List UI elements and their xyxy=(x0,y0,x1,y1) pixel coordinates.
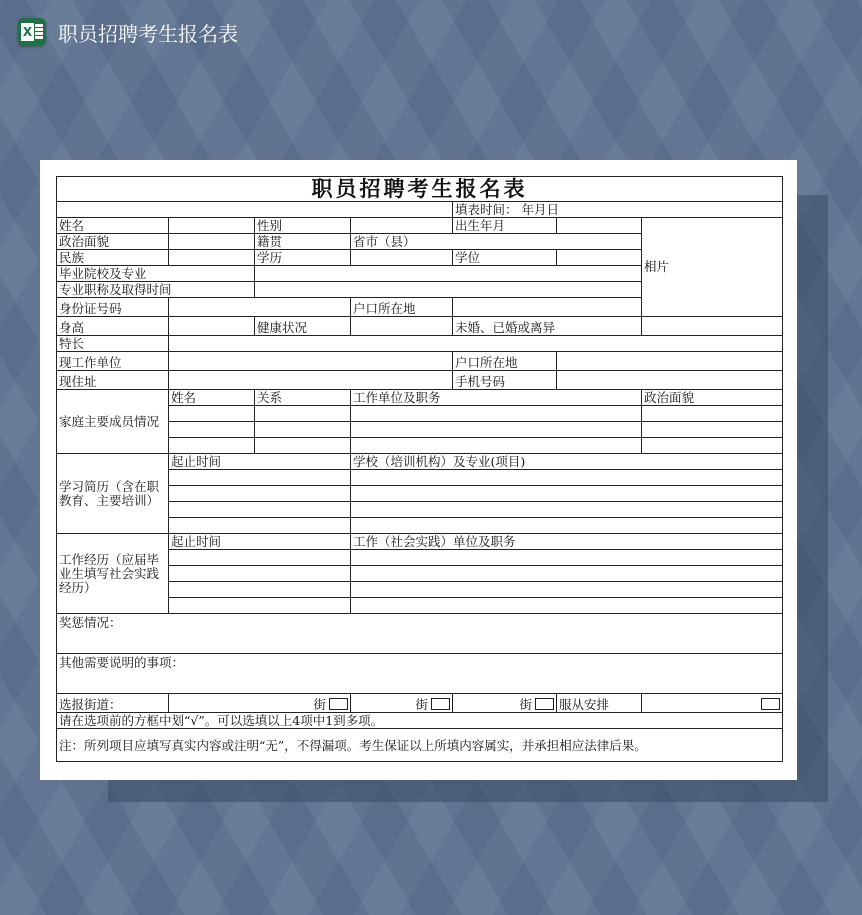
photo-cell[interactable]: 相片 xyxy=(642,218,783,317)
name-field[interactable] xyxy=(169,218,255,234)
hukou2-label: 户口所在地 xyxy=(453,352,557,371)
family-cell[interactable] xyxy=(351,422,642,438)
name-label: 姓名 xyxy=(57,218,169,234)
phone-label: 手机号码 xyxy=(453,371,557,390)
work-cell[interactable] xyxy=(351,582,783,598)
id-field[interactable] xyxy=(169,298,351,317)
family-cell[interactable] xyxy=(255,422,351,438)
study-label: 学习简历（含在职教育、主要培训） xyxy=(57,454,169,534)
current-unit-label: 现工作单位 xyxy=(57,352,169,371)
other-field[interactable]: 其他需要说明的事项： xyxy=(57,654,783,694)
registration-form-table xyxy=(56,176,783,762)
street-1-checkbox[interactable] xyxy=(329,698,348,710)
hukou-label: 户口所在地 xyxy=(351,298,453,317)
study-time-header: 起止时间 xyxy=(169,454,351,470)
work-cell[interactable] xyxy=(169,598,351,614)
awards-field[interactable]: 奖惩情况： xyxy=(57,614,783,654)
height-label: 身高 xyxy=(57,317,169,336)
school-field[interactable] xyxy=(255,266,642,282)
work-cell[interactable] xyxy=(169,550,351,566)
address-field[interactable] xyxy=(169,371,453,390)
obey-option[interactable] xyxy=(642,694,783,713)
id-label: 身份证号码 xyxy=(57,298,169,317)
work-cell[interactable] xyxy=(351,598,783,614)
form-sheet xyxy=(40,160,797,780)
ethnic-field[interactable] xyxy=(169,250,255,266)
study-cell[interactable] xyxy=(169,518,351,534)
current-unit-field[interactable] xyxy=(169,352,453,371)
family-cell[interactable] xyxy=(255,438,351,454)
family-cell[interactable] xyxy=(169,406,255,422)
obey-label: 服从安排 xyxy=(557,694,642,713)
school-label: 毕业院校及专业 xyxy=(57,266,255,282)
family-label: 家庭主要成员情况 xyxy=(57,390,169,454)
street-option-2-label: 街 xyxy=(415,697,428,712)
street-option-2[interactable] xyxy=(351,694,453,713)
education-field[interactable] xyxy=(351,250,453,266)
birth-field[interactable] xyxy=(557,218,642,234)
excel-icon: X xyxy=(18,18,46,46)
study-cell[interactable] xyxy=(351,502,783,518)
education-label: 学历 xyxy=(255,250,351,266)
family-name-header: 姓名 xyxy=(169,390,255,406)
degree-label: 学位 xyxy=(453,250,557,266)
ethnic-label: 民族 xyxy=(57,250,169,266)
study-cell[interactable] xyxy=(351,486,783,502)
study-cell[interactable] xyxy=(351,470,783,486)
hukou-field[interactable] xyxy=(453,298,642,317)
degree-field[interactable] xyxy=(557,250,642,266)
title-time-field[interactable] xyxy=(255,282,642,298)
health-field[interactable] xyxy=(351,317,453,336)
height-field[interactable] xyxy=(169,317,255,336)
origin-label: 籍贯 xyxy=(255,234,351,250)
street-2-checkbox[interactable] xyxy=(431,698,450,710)
family-political-header: 政治面貌 xyxy=(642,390,783,406)
family-cell[interactable] xyxy=(642,406,783,422)
study-cell[interactable] xyxy=(351,518,783,534)
family-cell[interactable] xyxy=(351,406,642,422)
family-cell[interactable] xyxy=(642,422,783,438)
work-cell[interactable] xyxy=(351,550,783,566)
study-cell[interactable] xyxy=(169,486,351,502)
work-cell[interactable] xyxy=(169,582,351,598)
fill-time: 填表时间： 年月日 xyxy=(453,202,783,218)
family-relation-header: 关系 xyxy=(255,390,351,406)
work-cell[interactable] xyxy=(169,566,351,582)
study-cell[interactable] xyxy=(169,502,351,518)
street-option-3-label: 街 xyxy=(519,697,532,712)
app-header xyxy=(18,14,238,50)
work-unit-header: 工作（社会实践）单位及职务 xyxy=(351,534,783,550)
street-option-1[interactable] xyxy=(169,694,351,713)
family-cell[interactable] xyxy=(351,438,642,454)
study-cell[interactable] xyxy=(169,470,351,486)
gender-field[interactable] xyxy=(351,218,453,234)
marital-extra[interactable] xyxy=(642,317,783,336)
family-work-header: 工作单位及职务 xyxy=(351,390,642,406)
street-3-checkbox[interactable] xyxy=(535,698,554,710)
study-school-header: 学校（培训机构）及专业(项目) xyxy=(351,454,783,470)
family-cell[interactable] xyxy=(169,422,255,438)
political-label: 政治面貌 xyxy=(57,234,169,250)
work-time-header: 起止时间 xyxy=(169,534,351,550)
political-field[interactable] xyxy=(169,234,255,250)
specialty-field[interactable] xyxy=(169,336,783,352)
instruction-text: 请在选项前的方框中划“√”。可以选填以上4项中1到多项。 xyxy=(57,713,783,729)
family-cell[interactable] xyxy=(169,438,255,454)
family-cell[interactable] xyxy=(255,406,351,422)
work-cell[interactable] xyxy=(351,566,783,582)
birth-label: 出生年月 xyxy=(453,218,557,234)
family-cell[interactable] xyxy=(642,438,783,454)
street-label: 选报街道： xyxy=(57,694,169,713)
health-label: 健康状况 xyxy=(255,317,351,336)
address-label: 现住址 xyxy=(57,371,169,390)
marital-field[interactable]: 未婚、已婚或离异 xyxy=(453,317,642,336)
app-title: 职员招聘考生报名表 xyxy=(58,21,238,46)
specialty-label: 特长 xyxy=(57,336,169,352)
fill-time-blank[interactable] xyxy=(57,202,453,218)
title-time-label: 专业职称及取得时间 xyxy=(57,282,255,298)
work-label: 工作经历（应届毕业生填写社会实践经历） xyxy=(57,534,169,614)
origin-field[interactable]: 省市（县） xyxy=(351,234,642,250)
street-option-3[interactable] xyxy=(453,694,557,713)
street-option-1-label: 街 xyxy=(313,697,326,712)
hukou2-field[interactable] xyxy=(557,352,783,371)
footnote-text: 注：所列项目应填写真实内容或注明“无”，不得漏项。考生保证以上所填内容属实，并承担相应法律后果。 xyxy=(57,729,783,762)
gender-label: 性别 xyxy=(255,218,351,234)
form-title: 职员招聘考生报名表 xyxy=(57,177,783,202)
obey-checkbox[interactable] xyxy=(761,698,780,710)
phone-field[interactable] xyxy=(557,371,783,390)
